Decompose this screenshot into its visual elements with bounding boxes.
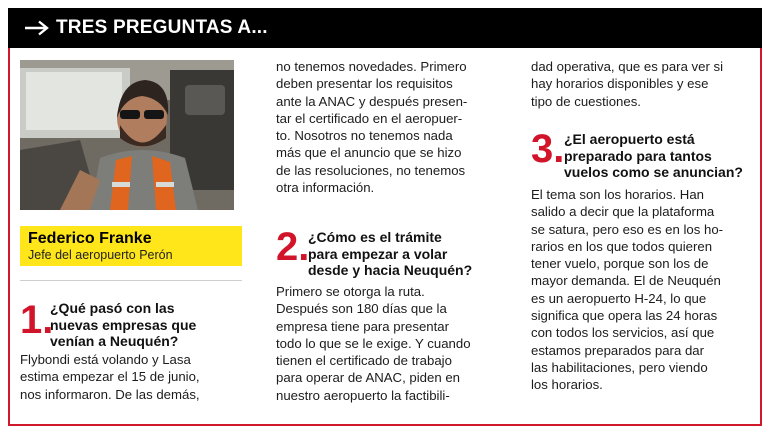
question-number-2: 2. [276,225,310,269]
divider [20,280,242,281]
name-card [20,226,242,266]
portrait-photo [20,60,234,210]
answer-1: Flybondi está volando y Lasa estima empezar el 15 de junio, nos informaron. De las demás, [20,352,200,402]
question-number-1: 1. [20,298,54,342]
answer-2-continued: dad operativa, que es para ver si hay horarios disponibles y ese tipo de cuestiones. [531,59,724,109]
question-1: ¿Qué pasó con las nuevas empresas que venían a Neuquén? [50,300,197,349]
question-number-3: 3. [531,127,565,171]
person-role: Jefe del aeropuerto Perón [28,248,173,262]
header-title: TRES PREGUNTAS A... [56,17,268,38]
answer-2: Primero se otorga la ruta. Después son 180 días que la empresa tiene para presentar todo lo que se le exige. Y cuando tienen el certificado de trabajo para operar de ANAC, piden en nuestro aeropuerto la factibili- [276,284,471,403]
section-header [8,8,762,48]
answer-1-continued: no tenemos novedades. Primero deben presentar los requisitos ante la ANAC y después presen- tar el certificado en el aeropuer- to. Nosotros no tenemos nada más que el anuncio que se hizo de las resoluciones, no tenemos otra información. [276,59,468,196]
question-3: ¿El aeropuerto está preparado para tantos vuelos como se anuncian? [564,131,743,180]
arrow-right-icon [24,20,50,36]
question-2: ¿Cómo es el trámite para empezar a volar desde y hacia Neuquén? [308,229,473,278]
person-name: Federico Franke [28,230,152,247]
answer-3: El tema son los horarios. Han salido a decir que la plataforma se satura, pero eso es en los ho- rarios en los que todos quieren tener vuelo, porque son los de mayor demanda. El de Neuquén es un aeropuerto H-24, lo que significa que opera las 24 horas con todos los servicios, así que estamos preparados para dar las habilitaciones, pero viendo los horarios. [531,187,724,393]
